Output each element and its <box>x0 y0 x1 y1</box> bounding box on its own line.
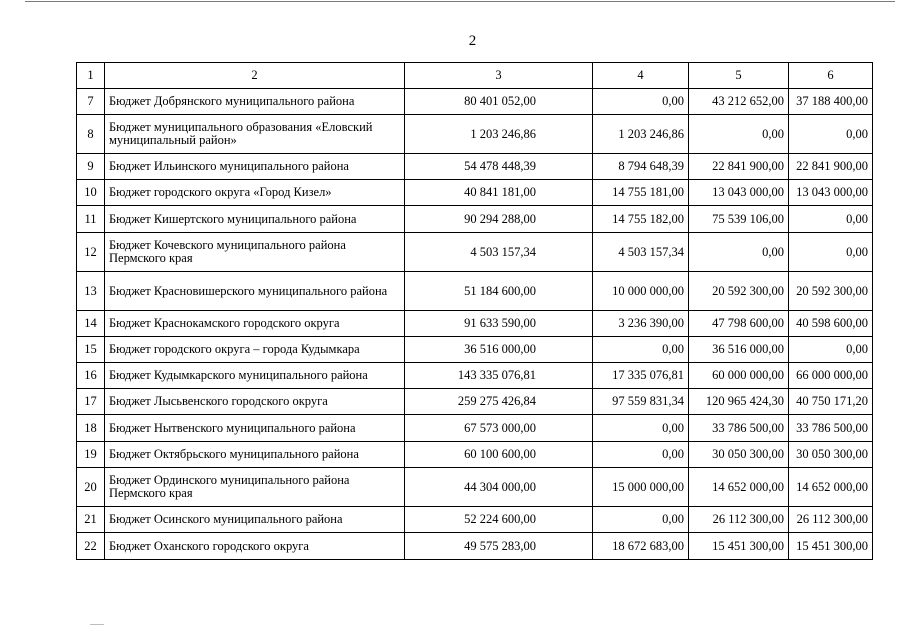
scan-top-edge-line <box>25 1 895 2</box>
column-header: 3 <box>405 63 593 89</box>
table-row <box>77 89 873 115</box>
amount-col3: 91 633 590,00 <box>405 311 593 337</box>
budget-name: Бюджет муниципального образования «Еловский муниципальный район» <box>105 115 405 154</box>
amount-col4: 14 755 182,00 <box>593 206 689 233</box>
amount-col4: 0,00 <box>593 89 689 115</box>
amount-col6: 0,00 <box>789 115 873 154</box>
amount-col4: 10 000 000,00 <box>593 272 689 311</box>
amount-col6: 0,00 <box>789 337 873 363</box>
amount-col3: 143 335 076,81 <box>405 363 593 389</box>
table-row <box>77 206 873 233</box>
row-number: 14 <box>77 311 105 337</box>
budget-name: Бюджет Нытвенского муниципального района <box>105 415 405 442</box>
amount-col6: 40 598 600,00 <box>789 311 873 337</box>
amount-col6: 15 451 300,00 <box>789 533 873 560</box>
amount-col5: 0,00 <box>689 233 789 272</box>
amount-col4: 97 559 831,34 <box>593 389 689 415</box>
budget-name: Бюджет Лысьвенского городского округа <box>105 389 405 415</box>
column-header: 2 <box>105 63 405 89</box>
row-number: 9 <box>77 154 105 180</box>
amount-col3: 4 503 157,34 <box>405 233 593 272</box>
amount-col3: 67 573 000,00 <box>405 415 593 442</box>
amount-col6: 14 652 000,00 <box>789 468 873 507</box>
table-row <box>77 115 873 154</box>
table-row <box>77 507 873 533</box>
amount-col3: 54 478 448,39 <box>405 154 593 180</box>
table-row <box>77 389 873 415</box>
amount-col3: 51 184 600,00 <box>405 272 593 311</box>
amount-col4: 0,00 <box>593 415 689 442</box>
row-number: 20 <box>77 468 105 507</box>
amount-col5: 13 043 000,00 <box>689 180 789 206</box>
amount-col3: 60 100 600,00 <box>405 442 593 468</box>
amount-col3: 90 294 288,00 <box>405 206 593 233</box>
row-number: 8 <box>77 115 105 154</box>
amount-col4: 1 203 246,86 <box>593 115 689 154</box>
budget-name: Бюджет Ильинского муниципального района <box>105 154 405 180</box>
amount-col6: 0,00 <box>789 233 873 272</box>
budget-table <box>76 62 873 560</box>
amount-col6: 37 188 400,00 <box>789 89 873 115</box>
row-number: 11 <box>77 206 105 233</box>
row-number: 19 <box>77 442 105 468</box>
row-number: 17 <box>77 389 105 415</box>
table-row <box>77 415 873 442</box>
budget-name: Бюджет Ординского муниципального района Пермского края <box>105 468 405 507</box>
amount-col3: 80 401 052,00 <box>405 89 593 115</box>
amount-col3: 259 275 426,84 <box>405 389 593 415</box>
amount-col3: 44 304 000,00 <box>405 468 593 507</box>
table-row <box>77 272 873 311</box>
budget-name: Бюджет городского округа – города Кудымкара <box>105 337 405 363</box>
amount-col5: 47 798 600,00 <box>689 311 789 337</box>
amount-col5: 22 841 900,00 <box>689 154 789 180</box>
row-number: 15 <box>77 337 105 363</box>
amount-col5: 30 050 300,00 <box>689 442 789 468</box>
amount-col6: 30 050 300,00 <box>789 442 873 468</box>
amount-col4: 0,00 <box>593 337 689 363</box>
amount-col6: 33 786 500,00 <box>789 415 873 442</box>
amount-col3: 49 575 283,00 <box>405 533 593 560</box>
column-header: 4 <box>593 63 689 89</box>
amount-col4: 3 236 390,00 <box>593 311 689 337</box>
amount-col5: 20 592 300,00 <box>689 272 789 311</box>
row-number: 7 <box>77 89 105 115</box>
amount-col5: 120 965 424,30 <box>689 389 789 415</box>
budget-name: Бюджет Добрянского муниципального района <box>105 89 405 115</box>
amount-col6: 22 841 900,00 <box>789 154 873 180</box>
table-row <box>77 533 873 560</box>
row-number: 10 <box>77 180 105 206</box>
row-number: 18 <box>77 415 105 442</box>
amount-col4: 17 335 076,81 <box>593 363 689 389</box>
row-number: 12 <box>77 233 105 272</box>
amount-col3: 52 224 600,00 <box>405 507 593 533</box>
budget-name: Бюджет Кишертского муниципального района <box>105 206 405 233</box>
scan-artifact-mark <box>90 624 104 625</box>
row-number: 22 <box>77 533 105 560</box>
amount-col4: 8 794 648,39 <box>593 154 689 180</box>
row-number: 21 <box>77 507 105 533</box>
amount-col6: 13 043 000,00 <box>789 180 873 206</box>
table-header-row <box>77 63 873 89</box>
budget-name: Бюджет Кудымкарского муниципального района <box>105 363 405 389</box>
column-header: 6 <box>789 63 873 89</box>
budget-name: Бюджет Оханского городского округа <box>105 533 405 560</box>
amount-col5: 36 516 000,00 <box>689 337 789 363</box>
amount-col6: 40 750 171,20 <box>789 389 873 415</box>
amount-col5: 0,00 <box>689 115 789 154</box>
budget-name: Бюджет Октябрьского муниципального района <box>105 442 405 468</box>
amount-col5: 33 786 500,00 <box>689 415 789 442</box>
table-row <box>77 154 873 180</box>
table-row <box>77 337 873 363</box>
amount-col6: 20 592 300,00 <box>789 272 873 311</box>
amount-col6: 66 000 000,00 <box>789 363 873 389</box>
amount-col4: 0,00 <box>593 507 689 533</box>
budget-name: Бюджет Осинского муниципального района <box>105 507 405 533</box>
amount-col4: 14 755 181,00 <box>593 180 689 206</box>
column-header: 1 <box>77 63 105 89</box>
table-row <box>77 311 873 337</box>
amount-col5: 15 451 300,00 <box>689 533 789 560</box>
row-number: 16 <box>77 363 105 389</box>
table-row <box>77 233 873 272</box>
amount-col5: 43 212 652,00 <box>689 89 789 115</box>
amount-col4: 18 672 683,00 <box>593 533 689 560</box>
amount-col5: 75 539 106,00 <box>689 206 789 233</box>
amount-col6: 0,00 <box>789 206 873 233</box>
amount-col5: 60 000 000,00 <box>689 363 789 389</box>
amount-col5: 26 112 300,00 <box>689 507 789 533</box>
amount-col3: 36 516 000,00 <box>405 337 593 363</box>
budget-name: Бюджет Краснокамского городского округа <box>105 311 405 337</box>
amount-col3: 1 203 246,86 <box>405 115 593 154</box>
amount-col4: 0,00 <box>593 442 689 468</box>
amount-col6: 26 112 300,00 <box>789 507 873 533</box>
budget-name: Бюджет Кочевского муниципального района Пермского края <box>105 233 405 272</box>
amount-col3: 40 841 181,00 <box>405 180 593 206</box>
budget-name: Бюджет городского округа «Город Кизел» <box>105 180 405 206</box>
table-row <box>77 363 873 389</box>
page-number: 2 <box>468 33 477 49</box>
table-row <box>77 442 873 468</box>
amount-col4: 15 000 000,00 <box>593 468 689 507</box>
amount-col5: 14 652 000,00 <box>689 468 789 507</box>
table-row <box>77 180 873 206</box>
row-number: 13 <box>77 272 105 311</box>
table-row <box>77 468 873 507</box>
column-header: 5 <box>689 63 789 89</box>
amount-col4: 4 503 157,34 <box>593 233 689 272</box>
budget-name: Бюджет Красновишерского муниципального района <box>105 272 405 311</box>
